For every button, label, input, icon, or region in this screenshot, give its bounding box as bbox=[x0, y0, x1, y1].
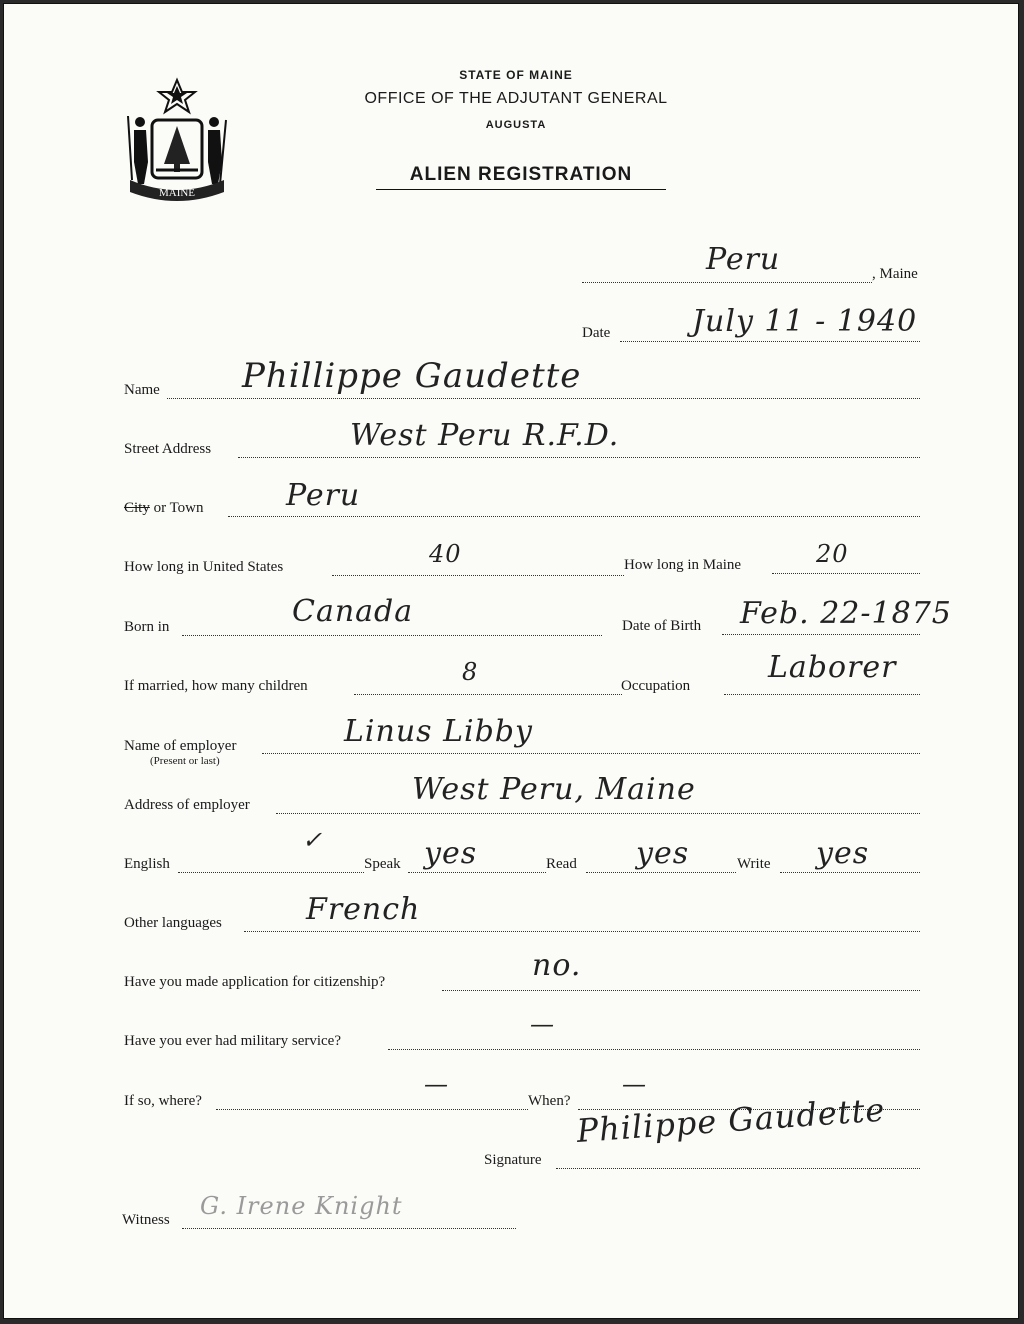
citizenship-line bbox=[442, 990, 920, 991]
maine-len-line bbox=[772, 573, 920, 574]
english-mark: ✓ bbox=[302, 826, 324, 854]
name-line bbox=[167, 398, 920, 399]
signature-value: Philippe Gaudette bbox=[575, 1090, 887, 1150]
maine-len-value: 20 bbox=[816, 540, 849, 568]
write-line bbox=[780, 872, 920, 873]
emp-addr-label: Address of employer bbox=[124, 797, 250, 813]
occupation-line bbox=[724, 694, 920, 695]
street-line bbox=[238, 457, 920, 458]
english-label: English bbox=[124, 856, 170, 872]
children-label: If married, how many children bbox=[124, 678, 308, 694]
state-heading: STATE OF MAINE bbox=[459, 68, 573, 82]
born-line bbox=[182, 635, 602, 636]
where-label: If so, where? bbox=[124, 1093, 202, 1109]
date-line bbox=[620, 341, 920, 342]
office-heading: OFFICE OF THE ADJUTANT GENERAL bbox=[364, 90, 668, 107]
write-label: Write bbox=[737, 856, 771, 872]
street-value: West Peru R.F.D. bbox=[350, 418, 620, 453]
when-label: When? bbox=[528, 1093, 571, 1109]
witness-value: G. Irene Knight bbox=[200, 1192, 403, 1220]
town-value: Peru bbox=[706, 242, 781, 277]
street-label: Street Address bbox=[124, 441, 212, 457]
us-value: 40 bbox=[429, 540, 462, 568]
form-title: ALIEN REGISTRATION bbox=[376, 164, 666, 190]
emp-addr-value: West Peru, Maine bbox=[412, 772, 696, 807]
speak-label: Speak bbox=[364, 856, 401, 872]
born-value: Canada bbox=[292, 594, 414, 629]
read-label: Read bbox=[546, 856, 577, 872]
date-value: July 11 - 1940 bbox=[692, 304, 918, 339]
occupation-value: Laborer bbox=[768, 650, 897, 685]
maine-label: , Maine bbox=[872, 266, 918, 282]
read-value: yes bbox=[636, 836, 690, 871]
where-value: — bbox=[424, 1070, 449, 1098]
employer-value: Linus Libby bbox=[344, 714, 533, 749]
us-label: How long in United States bbox=[124, 559, 284, 575]
signature-line bbox=[556, 1168, 920, 1169]
seal-text: MAINE bbox=[158, 187, 196, 199]
citizenship-label: Have you made application for citizenship? bbox=[124, 974, 386, 990]
children-line bbox=[354, 694, 622, 695]
maine-len-label: How long in Maine bbox=[624, 557, 742, 573]
witness-line bbox=[182, 1228, 516, 1229]
us-line bbox=[332, 575, 624, 576]
speak-value: yes bbox=[424, 836, 478, 871]
date-label: Date bbox=[582, 325, 611, 341]
witness-label: Witness bbox=[122, 1212, 170, 1228]
military-line bbox=[388, 1049, 920, 1050]
born-label: Born in bbox=[124, 619, 170, 635]
occupation-label: Occupation bbox=[621, 678, 691, 694]
other-lang-value: French bbox=[306, 892, 421, 927]
military-value: — bbox=[530, 1010, 555, 1038]
city-value: Peru bbox=[286, 478, 361, 513]
city-line bbox=[228, 516, 920, 517]
dob-value: Feb. 22-1875 bbox=[740, 596, 952, 631]
town-line bbox=[582, 282, 872, 283]
city-struck-word: City bbox=[124, 500, 150, 516]
name-label: Name bbox=[124, 382, 160, 398]
city-label bbox=[124, 500, 204, 517]
employer-label: Name of employer bbox=[124, 738, 237, 754]
name-value: Phillippe Gaudette bbox=[242, 356, 582, 396]
city-heading: AUGUSTA bbox=[485, 119, 547, 131]
dob-line bbox=[722, 634, 920, 635]
citizenship-value: no. bbox=[532, 948, 582, 983]
other-lang-label: Other languages bbox=[124, 915, 222, 931]
read-line bbox=[586, 872, 736, 873]
dob-label: Date of Birth bbox=[622, 618, 702, 634]
where-line bbox=[216, 1109, 528, 1110]
employer-line bbox=[262, 753, 920, 754]
speak-line bbox=[408, 872, 546, 873]
emp-addr-line bbox=[276, 813, 920, 814]
signature-label: Signature bbox=[484, 1152, 542, 1168]
military-label: Have you ever had military service? bbox=[124, 1033, 341, 1049]
when-value: — bbox=[622, 1070, 647, 1098]
or-town-word: or Town bbox=[149, 500, 204, 516]
registration-form bbox=[3, 3, 1019, 1319]
english-line bbox=[178, 872, 364, 873]
write-value: yes bbox=[816, 836, 870, 871]
employer-sub-label: (Present or last) bbox=[150, 755, 220, 767]
other-lang-line bbox=[244, 931, 920, 932]
children-value: 8 bbox=[462, 658, 479, 686]
